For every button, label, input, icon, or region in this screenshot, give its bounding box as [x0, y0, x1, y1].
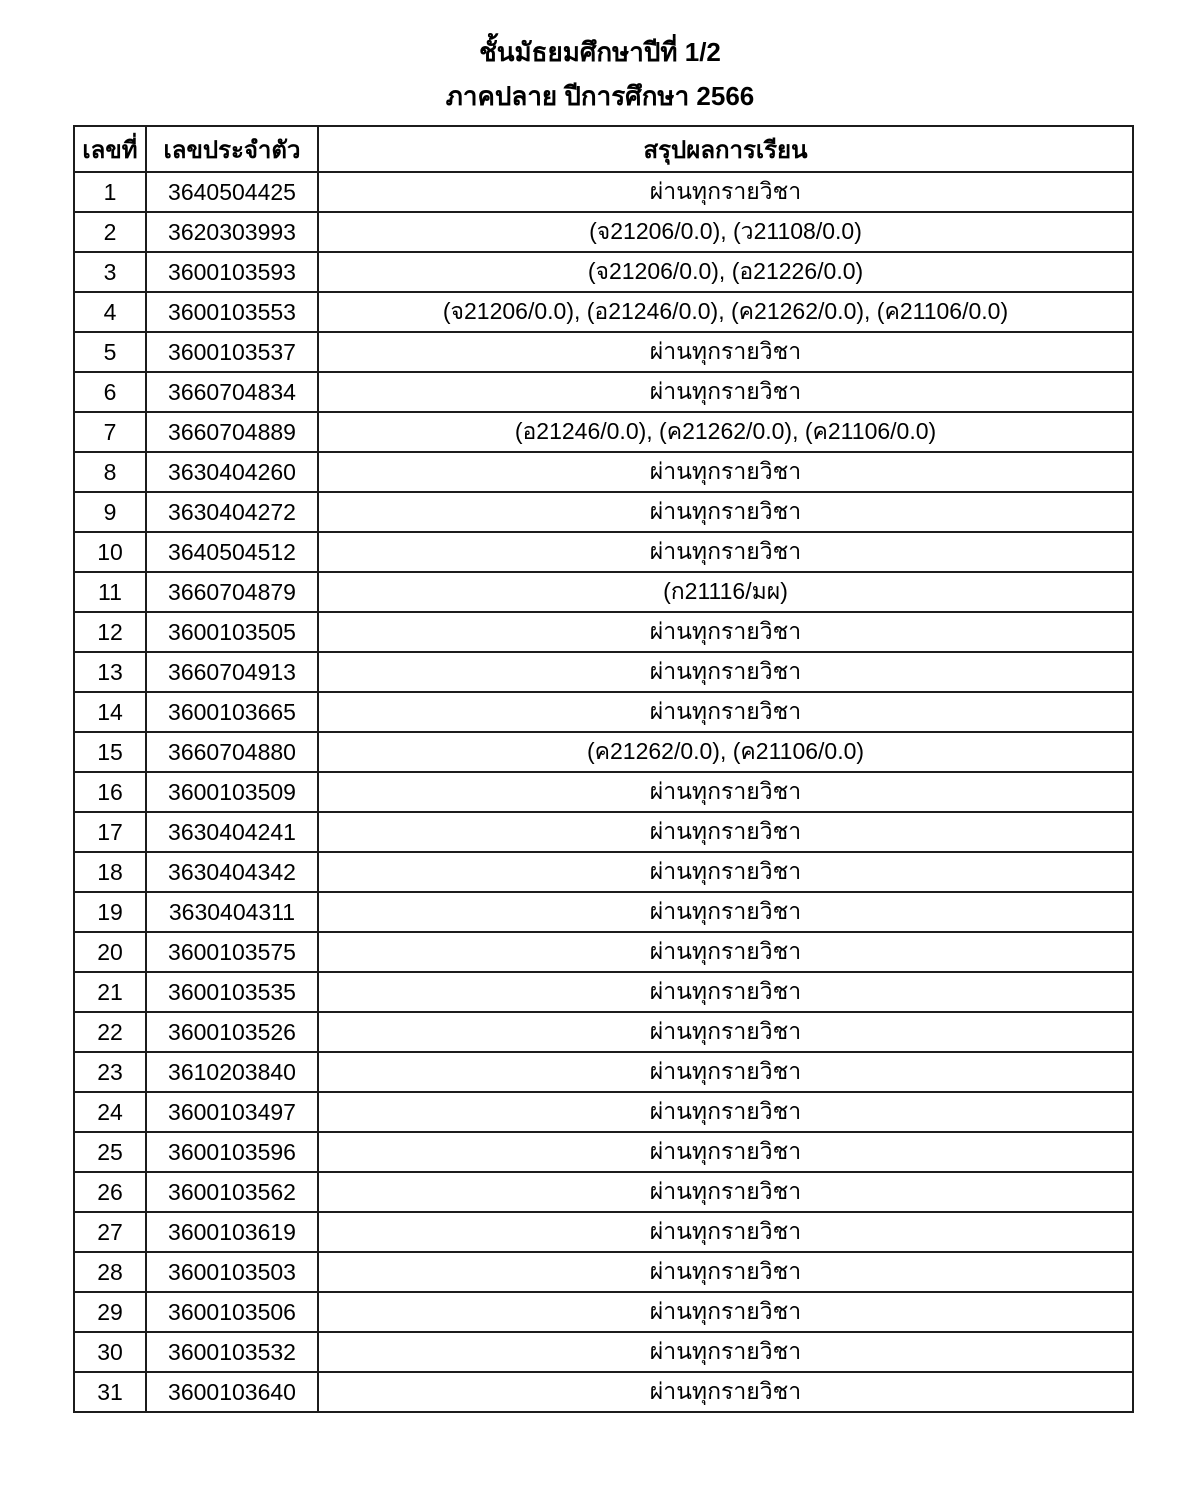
student-id-cell: 3640504512 [146, 532, 318, 572]
result-cell: ผ่านทุกรายวิชา [318, 1332, 1133, 1372]
result-cell: (จ21206/0.0), (ว21108/0.0) [318, 212, 1133, 252]
student-id-cell: 3600103553 [146, 292, 318, 332]
student-id-cell: 3630404241 [146, 812, 318, 852]
row-number-cell: 27 [74, 1212, 146, 1252]
student-id-cell: 3600103532 [146, 1332, 318, 1372]
result-cell: ผ่านทุกรายวิชา [318, 972, 1133, 1012]
student-id-cell: 3660704834 [146, 372, 318, 412]
student-id-cell: 3600103506 [146, 1292, 318, 1332]
student-id-cell: 3630404272 [146, 492, 318, 532]
row-number-cell: 23 [74, 1052, 146, 1092]
student-id-cell: 3630404342 [146, 852, 318, 892]
result-cell: ผ่านทุกรายวิชา [318, 612, 1133, 652]
row-number-cell: 28 [74, 1252, 146, 1292]
table-row [74, 1212, 1133, 1252]
result-cell: ผ่านทุกรายวิชา [318, 812, 1133, 852]
result-cell: ผ่านทุกรายวิชา [318, 892, 1133, 932]
row-number-cell: 13 [74, 652, 146, 692]
student-id-cell: 3600103497 [146, 1092, 318, 1132]
table-row [74, 412, 1133, 452]
result-cell: ผ่านทุกรายวิชา [318, 1252, 1133, 1292]
row-number-cell: 26 [74, 1172, 146, 1212]
table-row [74, 852, 1133, 892]
row-number-cell: 1 [74, 172, 146, 212]
student-id-cell: 3630404260 [146, 452, 318, 492]
page-title: ชั้นมัธยมศึกษาปีที่ 1/2 [479, 37, 721, 67]
table-row [74, 812, 1133, 852]
table-row [74, 892, 1133, 932]
row-number-cell: 31 [74, 1372, 146, 1412]
student-id-cell: 3620303993 [146, 212, 318, 252]
result-cell: ผ่านทุกรายวิชา [318, 1092, 1133, 1132]
result-cell: ผ่านทุกรายวิชา [318, 452, 1133, 492]
table-row [74, 532, 1133, 572]
row-number-cell: 19 [74, 892, 146, 932]
student-id-cell: 3600103665 [146, 692, 318, 732]
student-id-cell: 3610203840 [146, 1052, 318, 1092]
table-row [74, 1092, 1133, 1132]
student-id-cell: 3600103575 [146, 932, 318, 972]
student-id-cell: 3600103619 [146, 1212, 318, 1252]
row-number-cell: 3 [74, 252, 146, 292]
result-cell: ผ่านทุกรายวิชา [318, 1372, 1133, 1412]
row-number-cell: 12 [74, 612, 146, 652]
result-cell: (จ21206/0.0), (อ21246/0.0), (ค21262/0.0), (ค21106/0.0) [318, 292, 1133, 332]
col-header-number: เลขที่ [74, 126, 146, 172]
student-id-cell: 3660704913 [146, 652, 318, 692]
result-cell: ผ่านทุกรายวิชา [318, 852, 1133, 892]
table-row [74, 452, 1133, 492]
table-row [74, 1052, 1133, 1092]
result-cell: ผ่านทุกรายวิชา [318, 1132, 1133, 1172]
result-cell: ผ่านทุกรายวิชา [318, 172, 1133, 212]
student-id-cell: 3660704880 [146, 732, 318, 772]
student-id-cell: 3600103505 [146, 612, 318, 652]
result-cell: (ก21116/มผ) [318, 572, 1133, 612]
row-number-cell: 11 [74, 572, 146, 612]
student-id-cell: 3600103593 [146, 252, 318, 292]
row-number-cell: 15 [74, 732, 146, 772]
table-row [74, 1372, 1133, 1412]
table-row [74, 332, 1133, 372]
result-cell: ผ่านทุกรายวิชา [318, 372, 1133, 412]
result-cell: ผ่านทุกรายวิชา [318, 1012, 1133, 1052]
row-number-cell: 10 [74, 532, 146, 572]
document-header [0, 0, 1200, 118]
table-row [74, 612, 1133, 652]
page-subtitle: ภาคปลาย ปีการศึกษา 2566 [445, 81, 755, 111]
result-cell: ผ่านทุกรายวิชา [318, 1212, 1133, 1252]
row-number-cell: 2 [74, 212, 146, 252]
student-id-cell: 3660704879 [146, 572, 318, 612]
table-body [74, 172, 1133, 1412]
result-cell: ผ่านทุกรายวิชา [318, 492, 1133, 532]
result-cell: ผ่านทุกรายวิชา [318, 1292, 1133, 1332]
student-id-cell: 3600103526 [146, 1012, 318, 1052]
row-number-cell: 17 [74, 812, 146, 852]
table-row [74, 572, 1133, 612]
table-row [74, 1332, 1133, 1372]
row-number-cell: 8 [74, 452, 146, 492]
row-number-cell: 21 [74, 972, 146, 1012]
student-id-cell: 3600103509 [146, 772, 318, 812]
table-row [74, 932, 1133, 972]
row-number-cell: 7 [74, 412, 146, 452]
row-number-cell: 14 [74, 692, 146, 732]
result-cell: ผ่านทุกรายวิชา [318, 652, 1133, 692]
student-id-cell: 3600103596 [146, 1132, 318, 1172]
row-number-cell: 30 [74, 1332, 146, 1372]
result-cell: (ค21262/0.0), (ค21106/0.0) [318, 732, 1133, 772]
row-number-cell: 29 [74, 1292, 146, 1332]
row-number-cell: 6 [74, 372, 146, 412]
col-header-result-summary: สรุปผลการเรียน [318, 126, 1133, 172]
row-number-cell: 4 [74, 292, 146, 332]
table-row [74, 292, 1133, 332]
table-row [74, 972, 1133, 1012]
result-cell: (จ21206/0.0), (อ21226/0.0) [318, 252, 1133, 292]
row-number-cell: 16 [74, 772, 146, 812]
student-id-cell: 3630404311 [146, 892, 318, 932]
table-row [74, 1172, 1133, 1212]
table-row [74, 1252, 1133, 1292]
table-row [74, 172, 1133, 212]
row-number-cell: 9 [74, 492, 146, 532]
result-cell: ผ่านทุกรายวิชา [318, 1052, 1133, 1092]
row-number-cell: 25 [74, 1132, 146, 1172]
result-cell: ผ่านทุกรายวิชา [318, 772, 1133, 812]
table-header-row [74, 126, 1133, 172]
row-number-cell: 18 [74, 852, 146, 892]
student-id-cell: 3660704889 [146, 412, 318, 452]
table-row [74, 692, 1133, 732]
result-cell: ผ่านทุกรายวิชา [318, 1172, 1133, 1212]
student-id-cell: 3600103640 [146, 1372, 318, 1412]
table-row [74, 212, 1133, 252]
col-header-student-id: เลขประจำตัว [146, 126, 318, 172]
student-id-cell: 3640504425 [146, 172, 318, 212]
row-number-cell: 20 [74, 932, 146, 972]
table-row [74, 772, 1133, 812]
row-number-cell: 5 [74, 332, 146, 372]
table-row [74, 1012, 1133, 1052]
result-cell: ผ่านทุกรายวิชา [318, 692, 1133, 732]
table-row [74, 652, 1133, 692]
table-row [74, 492, 1133, 532]
result-cell: ผ่านทุกรายวิชา [318, 532, 1133, 572]
result-cell: ผ่านทุกรายวิชา [318, 932, 1133, 972]
student-id-cell: 3600103537 [146, 332, 318, 372]
row-number-cell: 24 [74, 1092, 146, 1132]
result-cell: (อ21246/0.0), (ค21262/0.0), (ค21106/0.0) [318, 412, 1133, 452]
student-id-cell: 3600103503 [146, 1252, 318, 1292]
table-row [74, 1292, 1133, 1332]
student-id-cell: 3600103562 [146, 1172, 318, 1212]
table-row [74, 1132, 1133, 1172]
student-id-cell: 3600103535 [146, 972, 318, 1012]
row-number-cell: 22 [74, 1012, 146, 1052]
table-row [74, 732, 1133, 772]
grade-summary-table [73, 125, 1134, 1413]
table-row [74, 372, 1133, 412]
result-cell: ผ่านทุกรายวิชา [318, 332, 1133, 372]
table-row [74, 252, 1133, 292]
